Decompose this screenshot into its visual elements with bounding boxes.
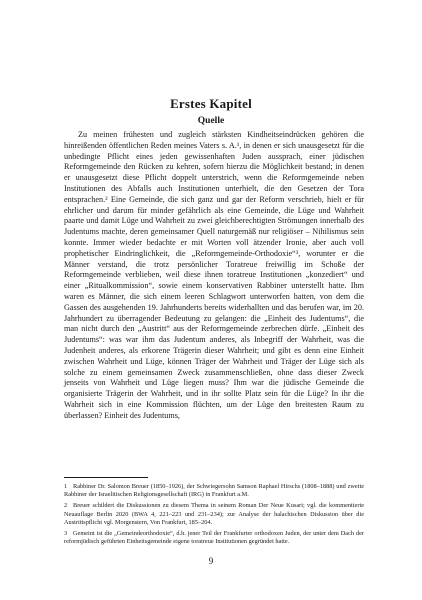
footnotes — [64, 483, 364, 549]
page-number: 9 — [208, 556, 214, 566]
footnote-1 — [64, 483, 364, 499]
body-paragraph: Zu meinen frühesten und zugleich stärksten Kindheitseindrücken gehören die hinreißenden öffentlichen Reden meines Vaters s. A.¹, in denen er sich unausgesetzt für die unbedingte Pflicht eines jeden gewissenhaften Juden aussprach, einer jüdischen Reformgemeinde den Rücken zu kehren, sofern hierzu die Möglichkeit bestand; in denen er unausgesetzt diese Pflicht doppelt unterstrich, wenn die Reformgemeinde neben Institutionen des Abfalls auch Institutionen unterhielt, die den Gesetzen der Tora entsprachen.² Eine Gemeinde, die sich ganz und gar der Reform verschrieb, hielt er für ehrlicher und darum für minder gefährlich als eine Gemeinde, die Lüge und Wahrheit paarte und damit Lüge und Wahrheit zu zwei gleichberechtigten Strömungen innerhalb des Judentums machte, deren gemeinsamer Quell naturgemäß nur religiöser – Nihilismus sein konnte. Immer wieder bedachte er mit Worten voll ätzender Ironie, aber auch voll prophetischer Eindringlichkeit, die „Reformgemeinde-Orthodoxie“³, worunter er die Männer verstand, die trotz persönlicher Toratreue freiwillig im Schoße der Reformgemeinde verblieben, weil diese ihnen toratreue Institutionen „konzediert“ und einer „Ritualkommission“, sowie einem konservativen Rabbiner unterstellt hatte. Ihm waren es Männer, die sich einem leeren Schlagwort unterworfen hatten, von dem die Gassen des ausgehenden 19. Jahrhunderts bereits widerhallten und das berufen war, im 20. Jahrhundert zu überragender Bedeutung zu gelangen: die „Einheit des Judentums“, die man nicht durch den „Austritt“ aus der Reformgemeinde zerbrechen dürfe. „Einheit des Judentums“: was war ihm das Judentum anderes, als Inbegriff der Wahrheit, was die Judenheit anderes, als erkorene Trägerin dieser Wahrheit; und gibt es denn eine Einheit zwischen Wahrheit und Lüge, können Träger der Wahrheit und Träger der Lüge sich als solche zu einem gemeinsamen Zweck zusammenschließen, ohne dass dieser Zweck jenseits von Wahrheit und Lüge liegen muss? Ihm war die jüdische Gemeinde die organisierte Trägerin der Wahrheit, und in ihr sollte Platz sein für die Lüge? In ihr die Wahrheit sich in eine Kommission flüchten, um der Lüge den breitesten Raum zu überlassen? Einheit des Judentums, — [64, 130, 364, 420]
footnote-text: Gemeint ist die „Gemeindeorthodoxie“, d.h. jener Teil der Frankfurter orthodoxen Juden, der unter dem Dach der reformjüdisch geführten Einheitsgemeinde eigene toratreue Institutionen gegründet hatte. — [64, 530, 364, 546]
footnote-2 — [64, 502, 364, 527]
chapter-title: Erstes Kapitel — [170, 96, 252, 111]
footnote-text: Rabbiner Dr. Salomon Breuer (1850–1926), der Schwiegersohn Samson Raphael Hirschs (1808–1888) und zweite Rabbiner der Israelitischen Religionsgesellschaft (IRG) in Frankfurt a.M. — [64, 483, 364, 499]
footnote-number: 3 — [64, 530, 68, 538]
section-title: Quelle — [197, 116, 225, 126]
footnote-number: 2 — [64, 502, 68, 510]
footnote-text: Breuer schildert die Diskussionen zu diesem Thema in seinem Roman Der Neue Kusari; vgl. die kommentierte Neuauflage Berlin 2020 (BWA 4, 221–223 und 231–234); zur Analyse der halachischen Diskussion über die Austrittspflicht vgl. Morgenstern, Von Frankfurt, 185–204. — [64, 502, 364, 526]
footnote-number: 1 — [64, 483, 68, 490]
footnote-3 — [64, 530, 364, 546]
footnote-separator — [64, 477, 148, 478]
main-text — [64, 130, 364, 422]
